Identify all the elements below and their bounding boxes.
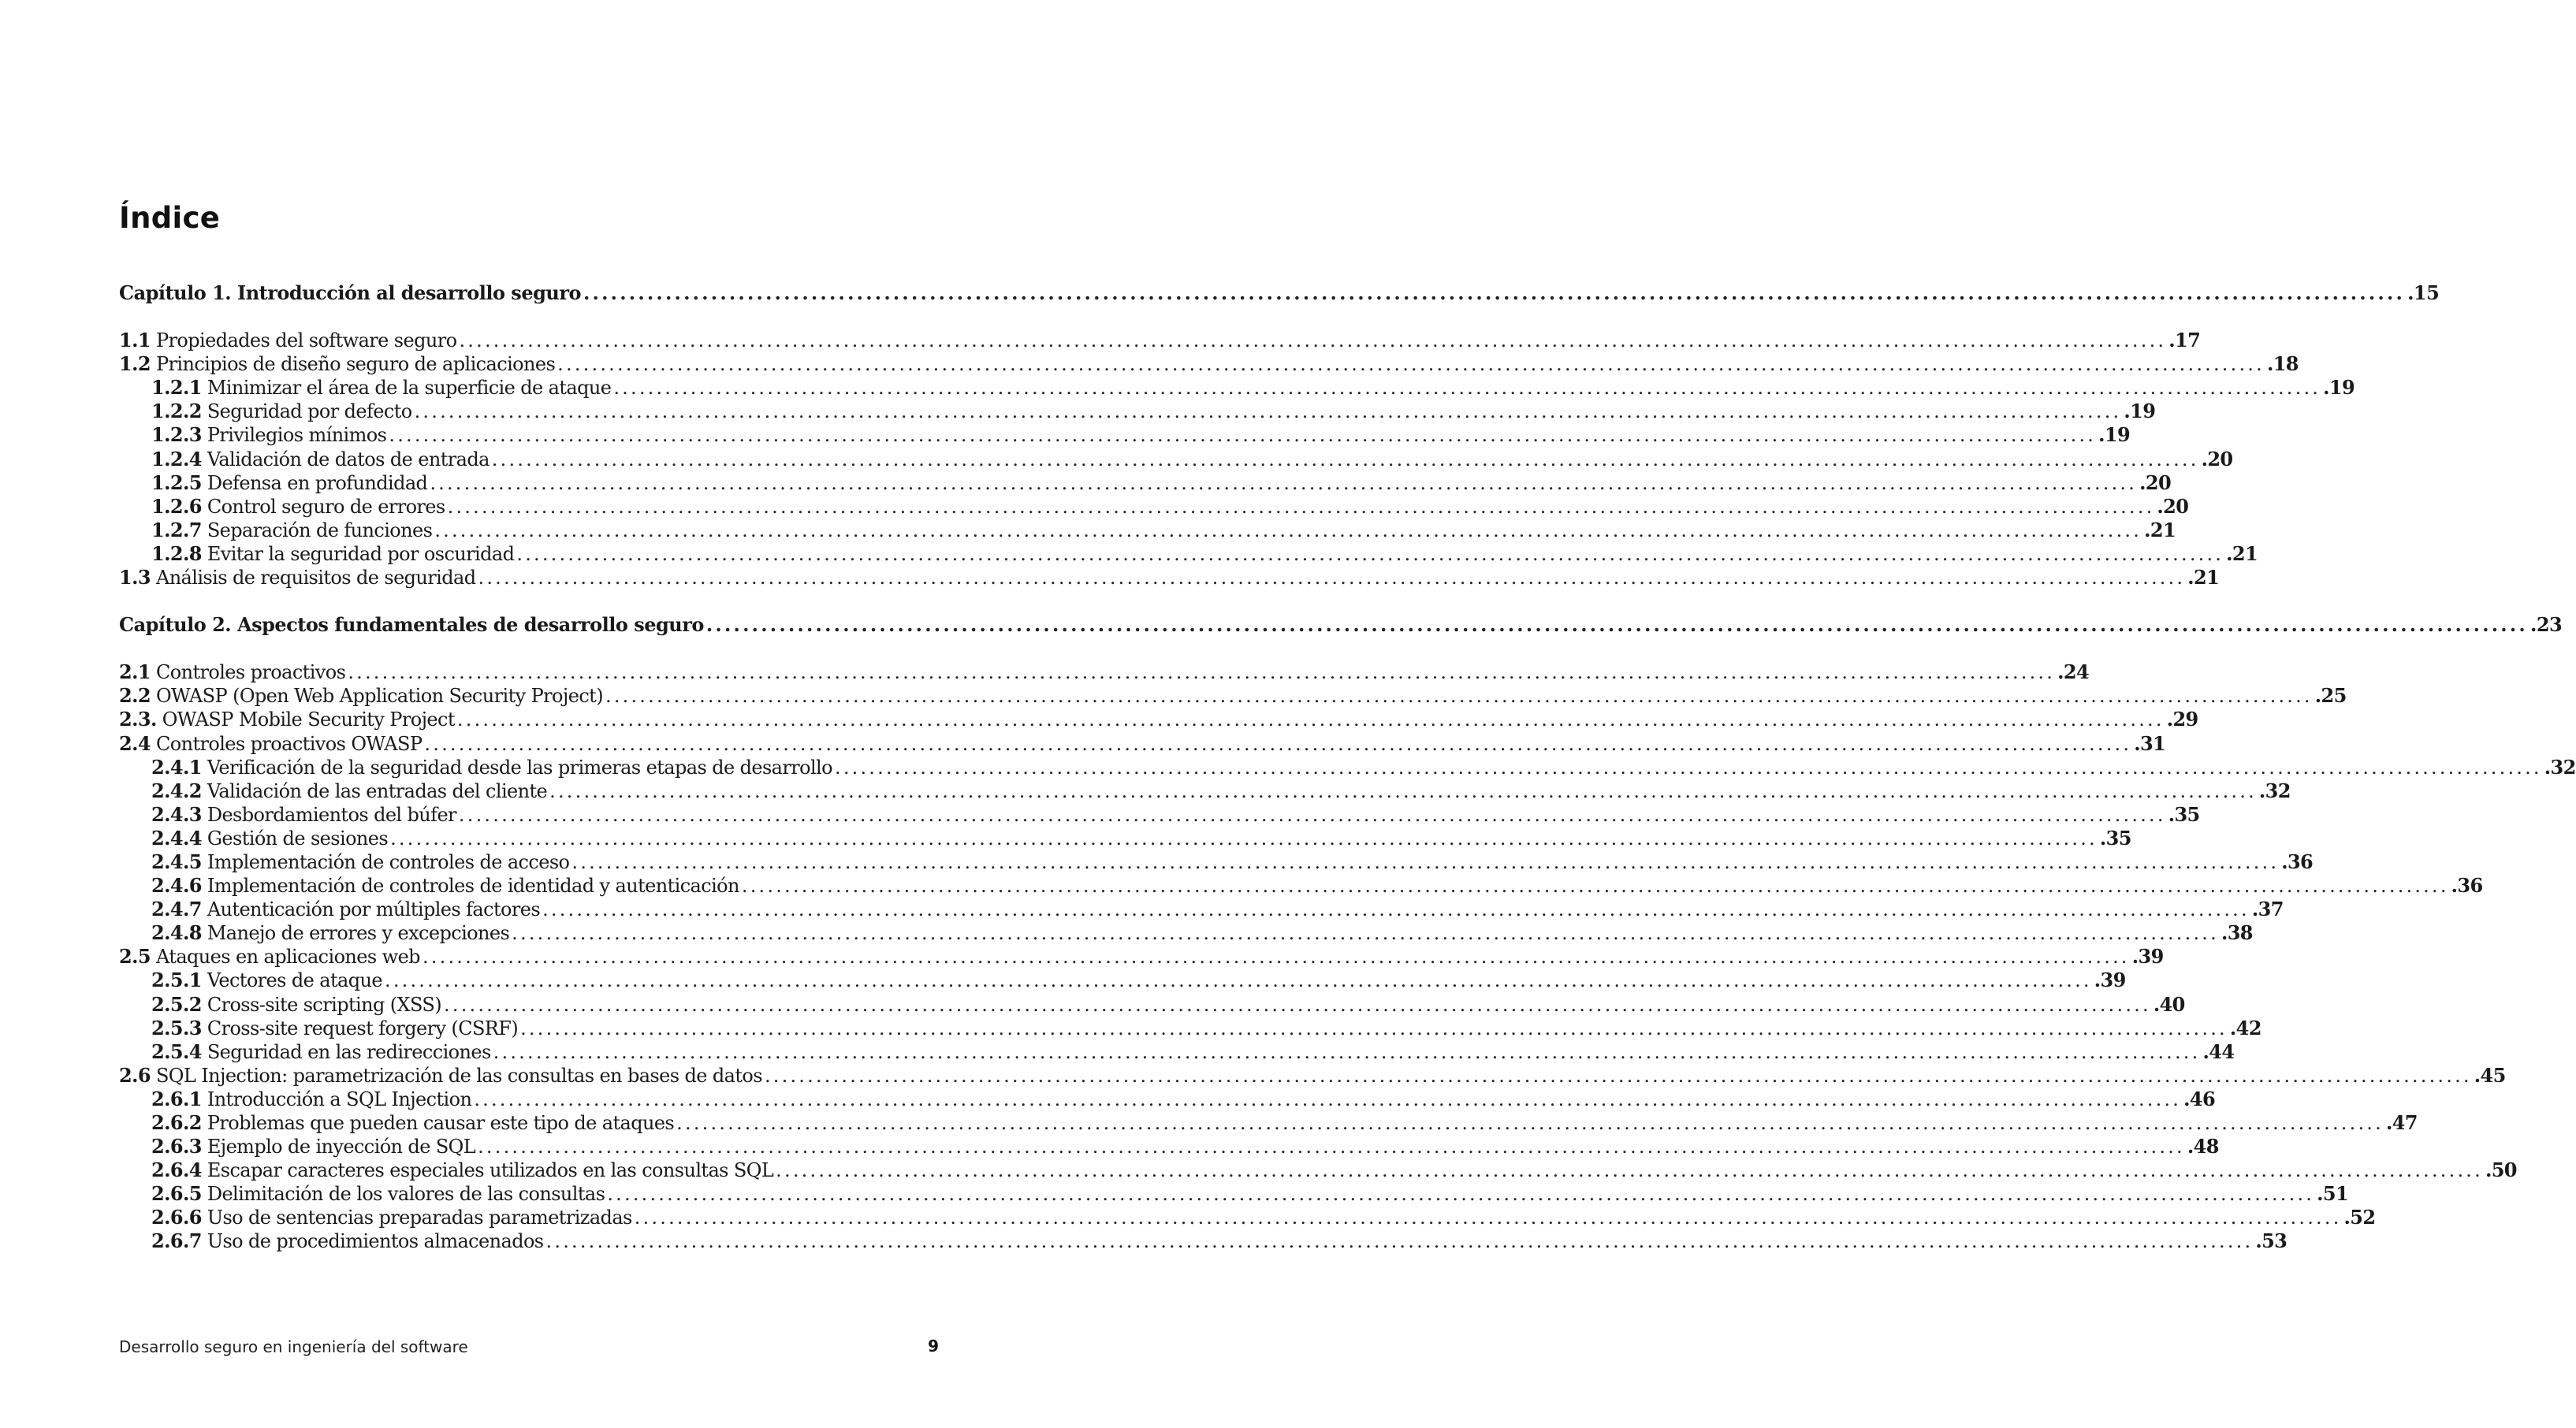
toc-entry-number: 2.4.6 <box>151 874 202 898</box>
toc-entry-number: 1.2.3 <box>151 423 202 447</box>
dot-leader: ........................................................................................................................................................................................................ <box>444 993 2151 1016</box>
dot-leader: ........................................................................................................................................................................................................ <box>422 946 2130 969</box>
toc-entry-number: 1.2 <box>119 352 151 376</box>
dot-leader: ........................................................................................................................................................................................................ <box>607 1183 2315 1206</box>
toc-entry-page: .15 <box>2407 281 2440 304</box>
toc-entry-number: 2.4.5 <box>151 850 202 873</box>
dot-leader: ........................................................................................................................................................................................................ <box>493 1040 2201 1063</box>
toc-entry-title: Minimizar el área de la superficie de ataque <box>207 377 612 400</box>
dot-leader: ........................................................................................................................................................................................................ <box>434 519 2142 541</box>
dot-leader: ........................................................................................................................................................................................................ <box>676 1112 2384 1134</box>
table-of-contents <box>119 281 2576 1254</box>
toc-entry-row[interactable] <box>119 850 2314 874</box>
toc-entry-page: .21 <box>2144 518 2176 541</box>
toc-entry-row[interactable] <box>119 518 2176 542</box>
toc-entry-title: Cross-site scripting (XSS) <box>207 993 442 1016</box>
toc-entry-title: Evitar la seguridad por oscuridad <box>207 542 515 565</box>
toc-entry-number: 1.2.7 <box>151 518 202 541</box>
dot-leader: ........................................................................................................................................................................................................ <box>384 969 2092 992</box>
toc-entry-page: .53 <box>2255 1229 2288 1253</box>
toc-entry-page: .29 <box>2166 708 2198 731</box>
toc-entry-title: Cross-site request forgery (CSRF) <box>207 1017 519 1039</box>
toc-entry-title: Manejo de errores y excepciones <box>207 922 510 945</box>
toc-entry-number: 2.6.4 <box>151 1158 202 1182</box>
toc-entry-title: Uso de procedimientos almacenados <box>207 1230 544 1253</box>
toc-entry-number: 2.5.4 <box>151 1039 202 1063</box>
toc-entry-page: .17 <box>2168 329 2201 352</box>
toc-entry-number: 1.1 <box>119 329 151 352</box>
toc-entry-number: 1.2.1 <box>151 376 202 400</box>
toc-entry-row[interactable] <box>119 376 2355 400</box>
dot-leader: ........................................................................................................................................................................................................ <box>764 1064 2472 1087</box>
toc-entry-number: 2.4.2 <box>151 779 202 802</box>
toc-entry-row[interactable] <box>119 802 2200 827</box>
dot-leader: ........................................................................................................................................................................................................ <box>741 875 2449 898</box>
toc-entry-number: 1.2.6 <box>151 494 202 518</box>
toc-entry-page: .31 <box>2134 731 2166 755</box>
dot-leader: ........................................................................................................................................................................................................ <box>458 803 2166 826</box>
toc-entry-page: .21 <box>2187 566 2220 589</box>
toc-entry-title: Introducción a SQL Injection <box>207 1088 472 1110</box>
toc-entry-title: Desbordamientos del búfer <box>207 803 456 826</box>
dot-leader: ........................................................................................................................................................................................................ <box>430 471 2138 494</box>
toc-entry-number: 2.6.3 <box>151 1135 202 1158</box>
toc-entry-page: .24 <box>2057 660 2090 684</box>
toc-entry-row[interactable] <box>119 447 2233 471</box>
toc-entry-title: Análisis de requisitos de seguridad <box>155 567 476 589</box>
toc-entry-number: 1.2.8 <box>151 541 202 565</box>
toc-entry-page: .19 <box>2323 376 2355 400</box>
toc-entry-title: Escapar caracteres especiales utilizados en las consultas SQL <box>207 1159 774 1182</box>
toc-entry-page: .40 <box>2153 992 2185 1016</box>
toc-entry-title: OWASP (Open Web Application Security Project) <box>155 685 603 708</box>
toc-entry-title: Vectores de ataque <box>207 969 382 992</box>
toc-entry-title: Implementación de controles de acceso <box>207 850 570 873</box>
dot-leader: ........................................................................................................................................................................................................ <box>447 495 2155 518</box>
toc-entry-page: .32 <box>2544 755 2576 779</box>
toc-entry-page: .20 <box>2157 494 2189 518</box>
dot-leader: ........................................................................................................................................................................................................ <box>348 661 2056 684</box>
toc-entry-row[interactable] <box>119 1063 2506 1088</box>
toc-entry-title: Implementación de controles de identidad y autenticación <box>207 875 739 898</box>
dot-leader: ........................................................................................................................................................................................................ <box>605 685 2313 708</box>
toc-entry-number: 2.5 <box>119 945 151 969</box>
toc-entry-page: .35 <box>2099 826 2131 850</box>
toc-entry-row[interactable] <box>119 708 2198 731</box>
toc-entry-page: .52 <box>2343 1206 2376 1229</box>
toc-entry-row[interactable] <box>119 566 2220 589</box>
toc-entry-row[interactable] <box>119 1111 2418 1135</box>
toc-entry-title: Principios de diseño seguro de aplicaciones <box>155 353 556 376</box>
toc-entry-page: .32 <box>2258 779 2291 802</box>
footer-book-title: Desarrollo seguro en ingeniería del software <box>119 1337 468 1356</box>
toc-entry-title: Privilegios mínimos <box>207 424 387 447</box>
toc-entry-page: .20 <box>2201 447 2233 470</box>
footer-page-number: 9 <box>928 1337 939 1355</box>
toc-entry-page: .21 <box>2226 541 2258 565</box>
toc-entry-page: .20 <box>2139 470 2172 494</box>
toc-entry-title: Ataques en aplicaciones web <box>155 946 420 969</box>
toc-entry-row[interactable] <box>119 992 2185 1017</box>
toc-entry-row[interactable] <box>119 470 2172 495</box>
dot-leader: ........................................................................................................................................................................................................ <box>705 613 2528 637</box>
toc-entry-row[interactable] <box>119 1087 2216 1111</box>
toc-entry-number: 2.4.4 <box>151 826 202 850</box>
toc-entry-title: Verificación de la seguridad desde las primeras etapas de desarrollo <box>207 756 832 779</box>
toc-entry-row[interactable] <box>119 1182 2349 1206</box>
dot-leader: ........................................................................................................................................................................................................ <box>571 850 2280 873</box>
toc-entry-title: Defensa en profundidad <box>207 471 428 494</box>
toc-entry-number: 1.3 <box>119 566 151 589</box>
toc-entry-row[interactable] <box>119 755 2576 779</box>
toc-entry-page: .42 <box>2229 1016 2261 1039</box>
toc-entry-title: Seguridad en las redirecciones <box>207 1040 491 1063</box>
toc-entry-number: 2.6.6 <box>151 1206 202 1229</box>
toc-entry-number: 2.2 <box>119 684 151 708</box>
toc-entry-page: .47 <box>2385 1111 2418 1134</box>
toc-entry-number: 2.6.1 <box>151 1087 202 1110</box>
toc-entry-row[interactable] <box>119 898 2284 921</box>
toc-entry-title: Propiedades del software seguro <box>155 329 457 352</box>
toc-entry-page: .37 <box>2251 898 2284 921</box>
toc-entry-page: .35 <box>2168 802 2200 826</box>
dot-leader: ........................................................................................................................................................................................................ <box>516 542 2224 565</box>
toc-entry-title: Gestión de sesiones <box>207 827 389 850</box>
toc-entry-row[interactable] <box>119 352 2299 376</box>
toc-entry-page: .36 <box>2451 874 2483 898</box>
toc-entry-page: .18 <box>2266 352 2299 376</box>
dot-leader: ........................................................................................................................................................................................................ <box>549 779 2257 802</box>
toc-entry-row[interactable] <box>119 969 2126 992</box>
toc-entry-title: Delimitación de los valores de las consultas <box>207 1183 605 1206</box>
toc-entry-number: 2.4.1 <box>151 755 202 779</box>
dot-leader: ........................................................................................................................................................................................................ <box>512 922 2219 945</box>
toc-entry-row[interactable] <box>119 1206 2376 1229</box>
toc-entry-row[interactable] <box>119 779 2291 803</box>
toc-entry-page: .45 <box>2474 1063 2506 1087</box>
toc-chapter-row[interactable] <box>119 281 2440 305</box>
dot-leader: ........................................................................................................................................................................................................ <box>545 1230 2254 1253</box>
toc-entry-page: .19 <box>2098 423 2131 447</box>
toc-entry-number: 2.4.7 <box>151 898 202 921</box>
toc-entry-page: .36 <box>2281 850 2314 873</box>
toc-entry-page: .39 <box>2131 945 2164 969</box>
toc-entry-row[interactable] <box>119 945 2164 969</box>
dot-leader: ........................................................................................................................................................................................................ <box>776 1159 2483 1182</box>
toc-entry-number: 1.2.4 <box>151 447 202 470</box>
toc-entry-row[interactable] <box>119 731 2166 756</box>
dot-leader: ........................................................................................................................................................................................................ <box>424 732 2132 755</box>
toc-entry-number: 2.5.3 <box>151 1016 202 1039</box>
toc-entry-number: 2.1 <box>119 660 151 684</box>
toc-entry-title: Controles proactivos OWASP <box>155 732 423 755</box>
dot-leader: ........................................................................................................................................................................................................ <box>474 1088 2182 1110</box>
dot-leader: ........................................................................................................................................................................................................ <box>557 353 2265 376</box>
toc-entry-page: .44 <box>2202 1039 2235 1063</box>
toc-entry-row[interactable] <box>119 329 2201 352</box>
toc-entry-row[interactable] <box>119 684 2347 708</box>
toc-entry-title: Validación de datos de entrada <box>207 448 490 470</box>
toc-entry-title: Uso de sentencias preparadas parametrizadas <box>207 1207 632 1229</box>
toc-chapter-row[interactable] <box>119 613 2563 637</box>
page-title: Índice <box>119 201 221 235</box>
dot-leader: ........................................................................................................................................................................................................ <box>520 1017 2228 1039</box>
toc-entry-number: 2.6.2 <box>151 1111 202 1134</box>
toc-entry-row[interactable] <box>119 1016 2261 1040</box>
toc-entry-row[interactable] <box>119 1039 2235 1064</box>
dot-leader: ........................................................................................................................................................................................................ <box>390 827 2098 850</box>
toc-entry-row[interactable] <box>119 874 2483 898</box>
toc-entry-title: Seguridad por defecto <box>207 400 412 423</box>
toc-entry-title: OWASP Mobile Security Project <box>162 708 455 731</box>
toc-entry-number: 2.6 <box>119 1063 151 1087</box>
toc-entry-number: 2.3. <box>119 708 157 731</box>
dot-leader: ........................................................................................................................................................................................................ <box>834 756 2542 779</box>
dot-leader: ........................................................................................................................................................................................................ <box>542 898 2250 921</box>
toc-entry-number: 2.4.8 <box>151 921 202 945</box>
toc-entry-title: Capítulo 2. Aspectos fundamentales de desarrollo seguro <box>119 613 704 637</box>
toc-entry-row[interactable] <box>119 660 2090 684</box>
toc-entry-page: .48 <box>2187 1135 2219 1158</box>
toc-entry-page: .38 <box>2220 921 2253 945</box>
dot-leader: ........................................................................................................................................................................................................ <box>583 281 2406 304</box>
dot-leader: ........................................................................................................................................................................................................ <box>478 567 2186 589</box>
toc-entry-number: 2.6.5 <box>151 1182 202 1206</box>
toc-entry-number: 2.4.3 <box>151 802 202 826</box>
dot-leader: ........................................................................................................................................................................................................ <box>456 708 2165 731</box>
toc-entry-number: 1.2.2 <box>151 400 202 423</box>
toc-entry-title: Capítulo 1. Introducción al desarrollo seguro <box>119 281 581 304</box>
dot-leader: ........................................................................................................................................................................................................ <box>478 1136 2185 1158</box>
toc-entry-page: .19 <box>2124 400 2156 423</box>
toc-entry-title: Control seguro de errores <box>207 495 445 518</box>
toc-entry-page: .46 <box>2183 1087 2216 1110</box>
toc-entry-number: 2.5.2 <box>151 992 202 1016</box>
toc-entry-row[interactable] <box>119 1158 2517 1182</box>
toc-entry-title: Validación de las entradas del cliente <box>207 779 548 802</box>
dot-leader: ........................................................................................................................................................................................................ <box>414 400 2122 423</box>
dot-leader: ........................................................................................................................................................................................................ <box>491 448 2199 470</box>
toc-entry-page: .23 <box>2529 613 2563 637</box>
dot-leader: ........................................................................................................................................................................................................ <box>389 424 2097 447</box>
dot-leader: ........................................................................................................................................................................................................ <box>634 1207 2342 1229</box>
toc-entry-title: SQL Injection: parametrización de las consultas en bases de datos <box>155 1064 762 1087</box>
toc-entry-page: .39 <box>2094 969 2126 992</box>
toc-entry-row[interactable] <box>119 400 2156 423</box>
toc-entry-title: Problemas que pueden causar este tipo de ataques <box>207 1112 675 1134</box>
toc-entry-title: Autenticación por múltiples factores <box>207 898 541 921</box>
toc-entry-number: 2.4 <box>119 731 151 755</box>
toc-entry-title: Separación de funciones <box>207 519 433 541</box>
toc-entry-row[interactable] <box>119 494 2189 519</box>
toc-entry-title: Ejemplo de inyección de SQL <box>207 1136 476 1158</box>
dot-leader: ........................................................................................................................................................................................................ <box>613 377 2321 400</box>
toc-entry-row[interactable] <box>119 541 2258 566</box>
toc-entry-page: .25 <box>2314 684 2347 708</box>
toc-entry-row[interactable] <box>119 1135 2219 1158</box>
toc-entry-row[interactable] <box>119 921 2253 945</box>
toc-entry-row[interactable] <box>119 1229 2288 1253</box>
toc-entry-page: .50 <box>2485 1158 2517 1182</box>
toc-entry-number: 1.2.5 <box>151 470 202 494</box>
toc-entry-number: 2.6.7 <box>151 1229 202 1253</box>
toc-entry-row[interactable] <box>119 423 2131 447</box>
toc-entry-title: Controles proactivos <box>155 661 346 684</box>
toc-entry-number: 2.5.1 <box>151 969 202 992</box>
dot-leader: ........................................................................................................................................................................................................ <box>459 329 2167 352</box>
toc-entry-page: .51 <box>2317 1182 2349 1206</box>
toc-entry-row[interactable] <box>119 826 2131 850</box>
